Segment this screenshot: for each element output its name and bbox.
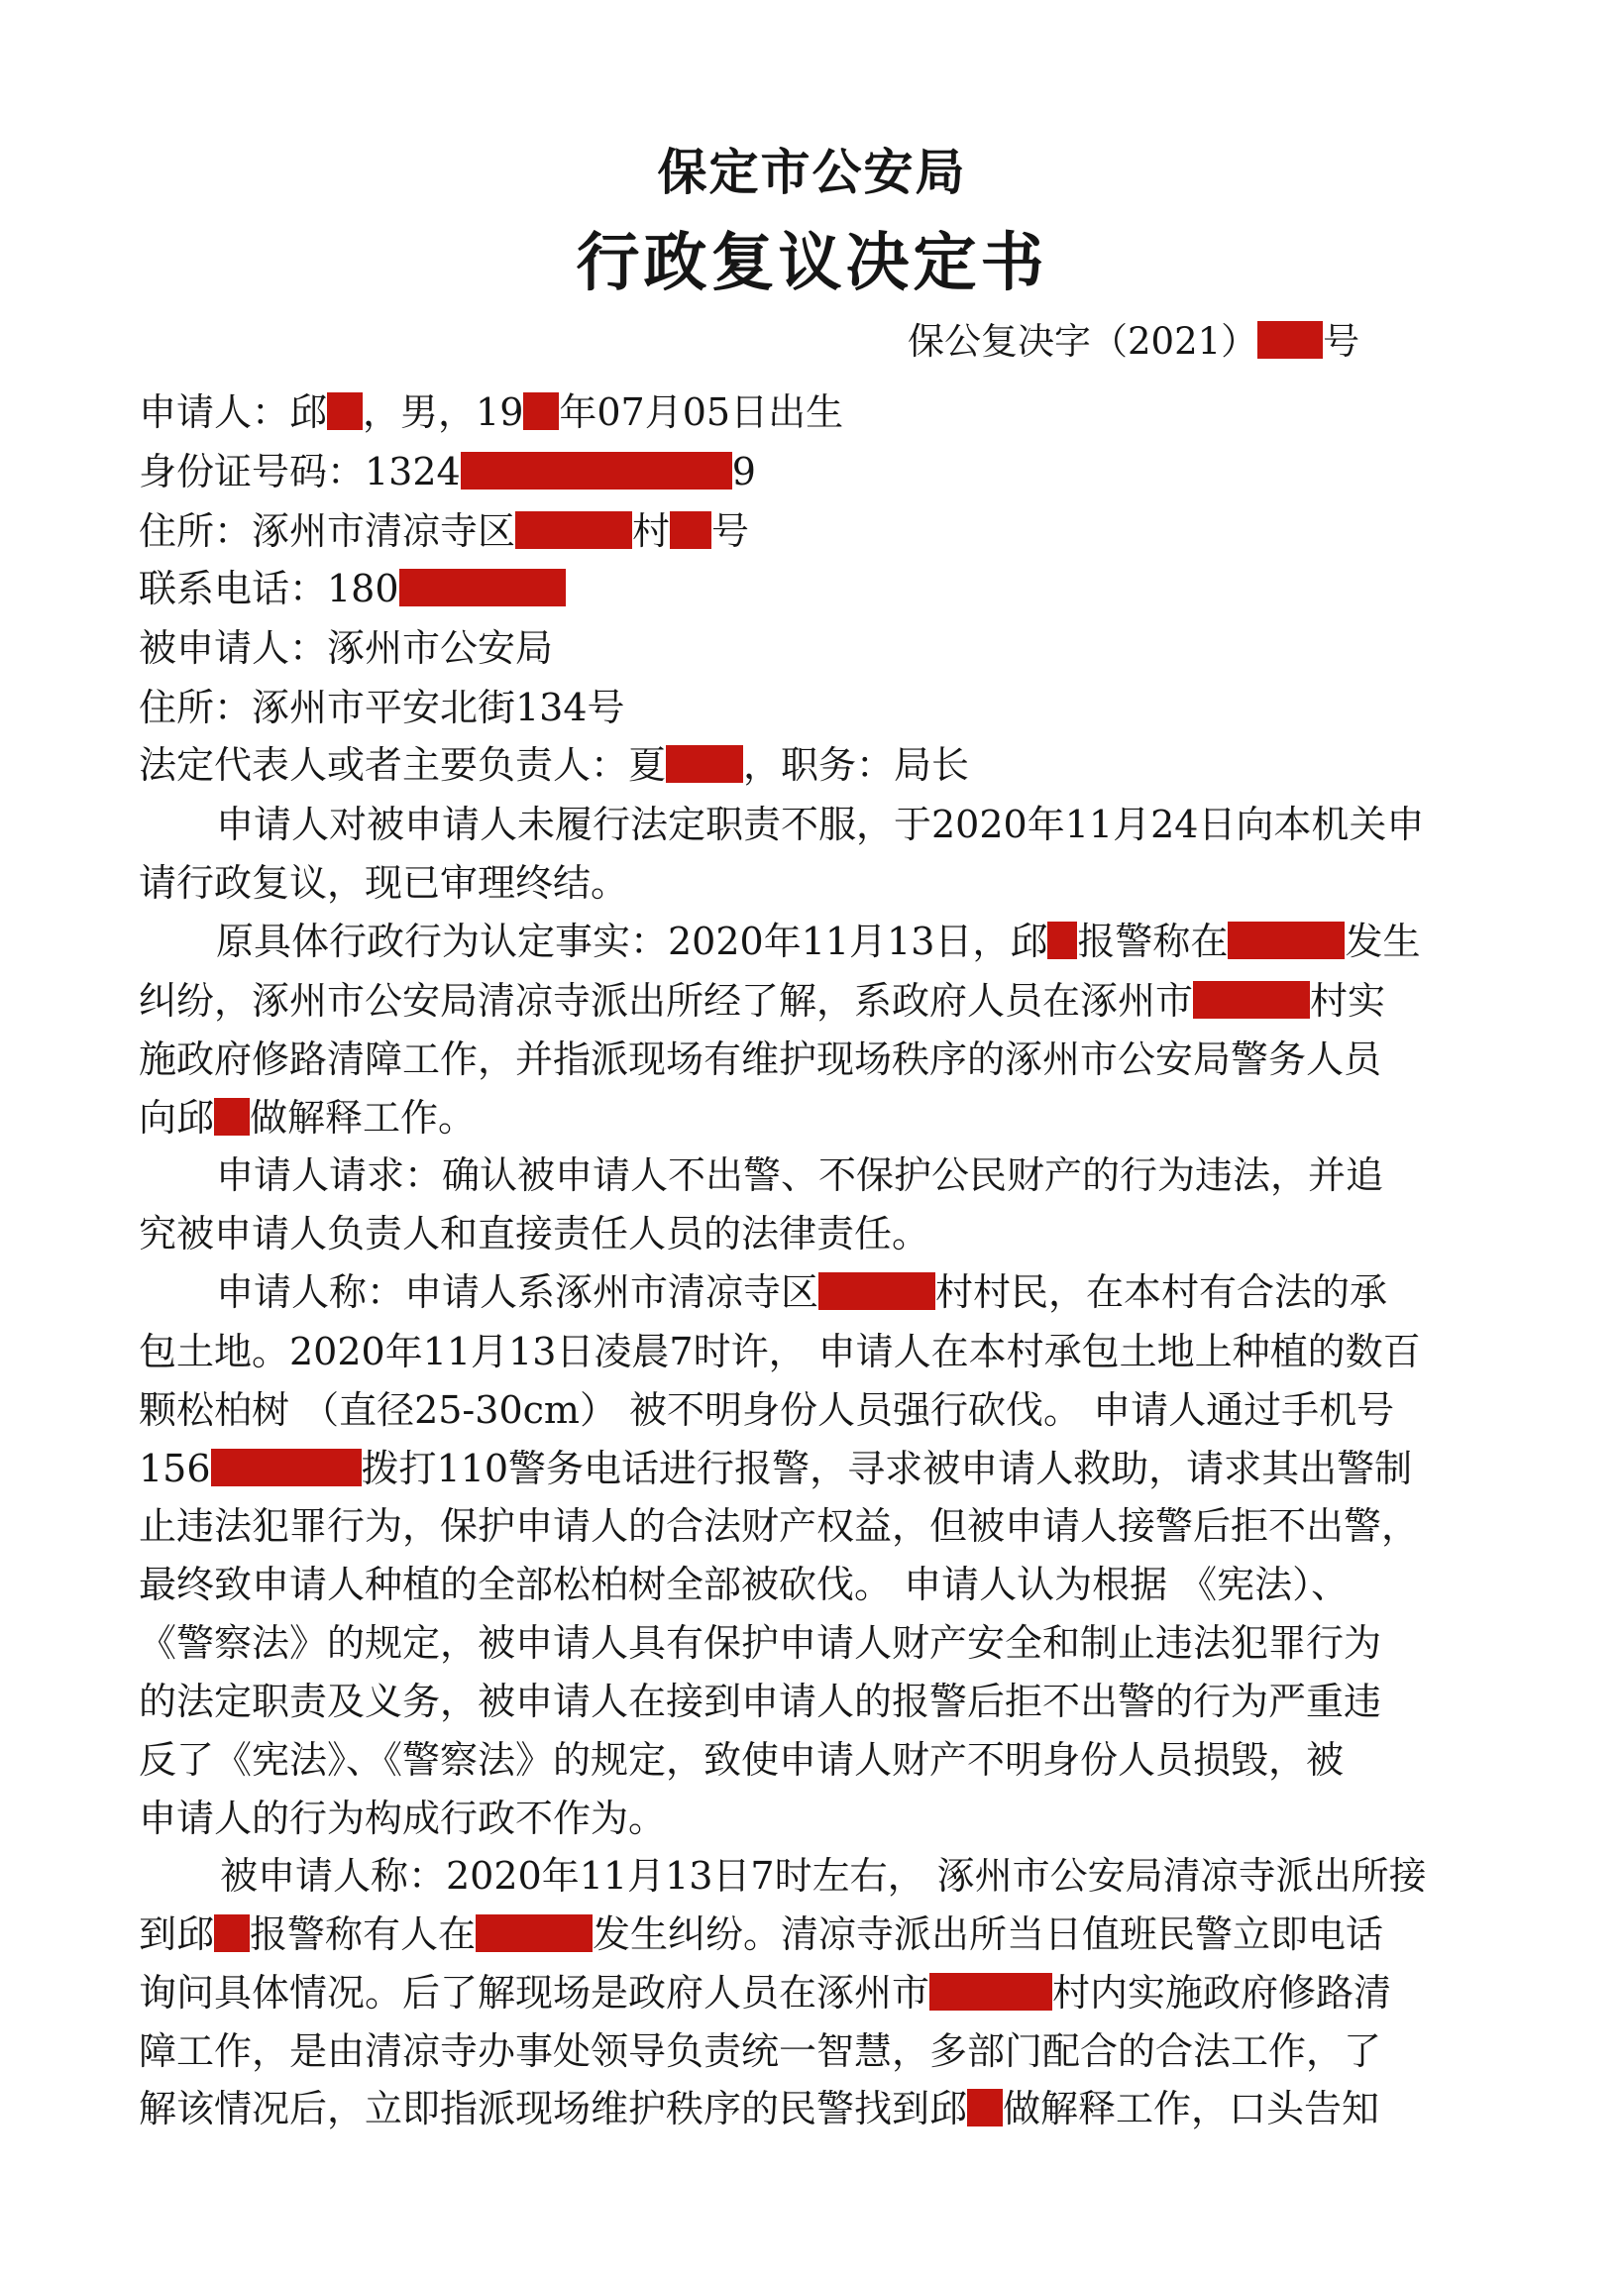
paragraph-line: 最终致申请人种植的全部松柏树全部被砍伐。 申请人认为根据 《宪法）、 [139,1563,1350,1606]
redaction-block [818,1272,935,1310]
agency-title: 保定市公安局 [657,143,967,201]
redaction-block [1257,321,1323,359]
redaction-block [211,1449,362,1486]
paragraph-line: 颗松柏树 （直径25-30cm） 被不明身份人员强行砍伐。 申请人通过手机号 [139,1388,1395,1432]
phone-line: 联系电话：180 [139,562,566,615]
paragraph-line: 止违法犯罪行为，保护申请人的合法财产权益，但被申请人接警后拒不出警， [139,1504,1420,1548]
respondent-line: 被申请人：涿州市公安局 [139,626,554,670]
id-number-line: 身份证号码：1324 9 [139,450,756,493]
redaction-block [670,511,711,549]
paragraph-line: 156 拨打110警务电话进行报警，寻求被申请人救助，请求其出警制 [139,1447,1413,1490]
document-title: 行政复议决定书 [576,226,1048,300]
redaction-block [476,1914,593,1952]
redaction-block [967,2089,1003,2126]
redaction-block [515,511,632,549]
redaction-block [1193,981,1310,1019]
paragraph-line: 申请人请求：确认被申请人不出警、不保护公民财产的行为违法，并追 [216,1153,1384,1197]
paragraph-line: 包土地。2020年11月13日凌晨7时许， 申请人在本村承包土地上种植的数百 [139,1330,1421,1373]
redaction-block [1228,922,1345,959]
redaction-block [461,452,732,490]
paragraph-line: 《警察法》的规定，被申请人具有保护申请人财产安全和制止违法犯罪行为 [139,1621,1382,1665]
paragraph-line: 纠纷，涿州市公安局清凉寺派出所经了解，系政府人员在涿州市 村实 [139,979,1386,1023]
paragraph-line: 施政府修路清障工作，并指派现场有维护现场秩序的涿州市公安局警务人员 [139,1037,1382,1081]
paragraph-line: 解该情况后，立即指派现场维护秩序的民警找到邱 做解释工作，口头告知 [139,2087,1380,2130]
redaction-block [327,392,363,430]
respondent-address-line: 住所：涿州市平安北街134号 [139,686,625,729]
redaction-block [399,569,566,606]
redaction-block [523,392,559,430]
paragraph-line: 申请人对被申请人未履行法定职责不服，于2020年11月24日向本机关申 [216,803,1425,846]
paragraph-line: 反了《宪法》、《警察法》的规定，致使申请人财产不明身份人员损毁，被 [139,1738,1345,1782]
redaction-block [214,1914,250,1952]
paragraph-line: 请行政复议，现已审理终结。 [139,861,629,905]
redaction-block [929,1973,1052,2011]
document-number: 保公复决字（2021） 号 [908,320,1360,363]
paragraph-line: 障工作，是由清凉寺办事处领导负责统一智慧，多部门配合的合法工作，了 [139,2029,1382,2073]
redaction-block [666,745,743,783]
paragraph-line: 申请人称：申请人系涿州市清凉寺区 村村民，在本村有合法的承 [216,1270,1388,1314]
paragraph-line: 到邱 报警称有人在 发生纠纷。清凉寺派出所当日值班民警立即电话 [139,1912,1384,1956]
redaction-block [214,1098,250,1136]
paragraph-line: 的法定职责及义务，被申请人在接到申请人的报警后拒不出警的行为严重违 [139,1680,1382,1723]
paragraph-line: 询问具体情况。后了解现场是政府人员在涿州市 村内实施政府修路清 [139,1971,1392,2015]
paragraph-line: 向邱 做解释工作。 [139,1096,477,1140]
paragraph-line: 原具体行政行为认定事实：2020年11月13日，邱 报警称在 发生 [216,920,1421,963]
paragraph-line: 究被申请人负责人和直接责任人员的法律责任。 [139,1212,930,1255]
paragraph-line: 申请人的行为构成行政不作为。 [139,1797,667,1840]
address-line: 住所：涿州市清凉寺区 村 号 [139,509,750,553]
redaction-block [1047,922,1077,959]
paragraph-line: 被申请人称：2020年11月13日7时左右， 涿州市公安局清凉寺派出所接 [220,1854,1427,1898]
legal-representative-line: 法定代表人或者主要负责人：夏 ，职务：局长 [139,743,970,787]
applicant-line: 申请人：邱 ，男，19 年07月05日出生 [139,390,844,434]
